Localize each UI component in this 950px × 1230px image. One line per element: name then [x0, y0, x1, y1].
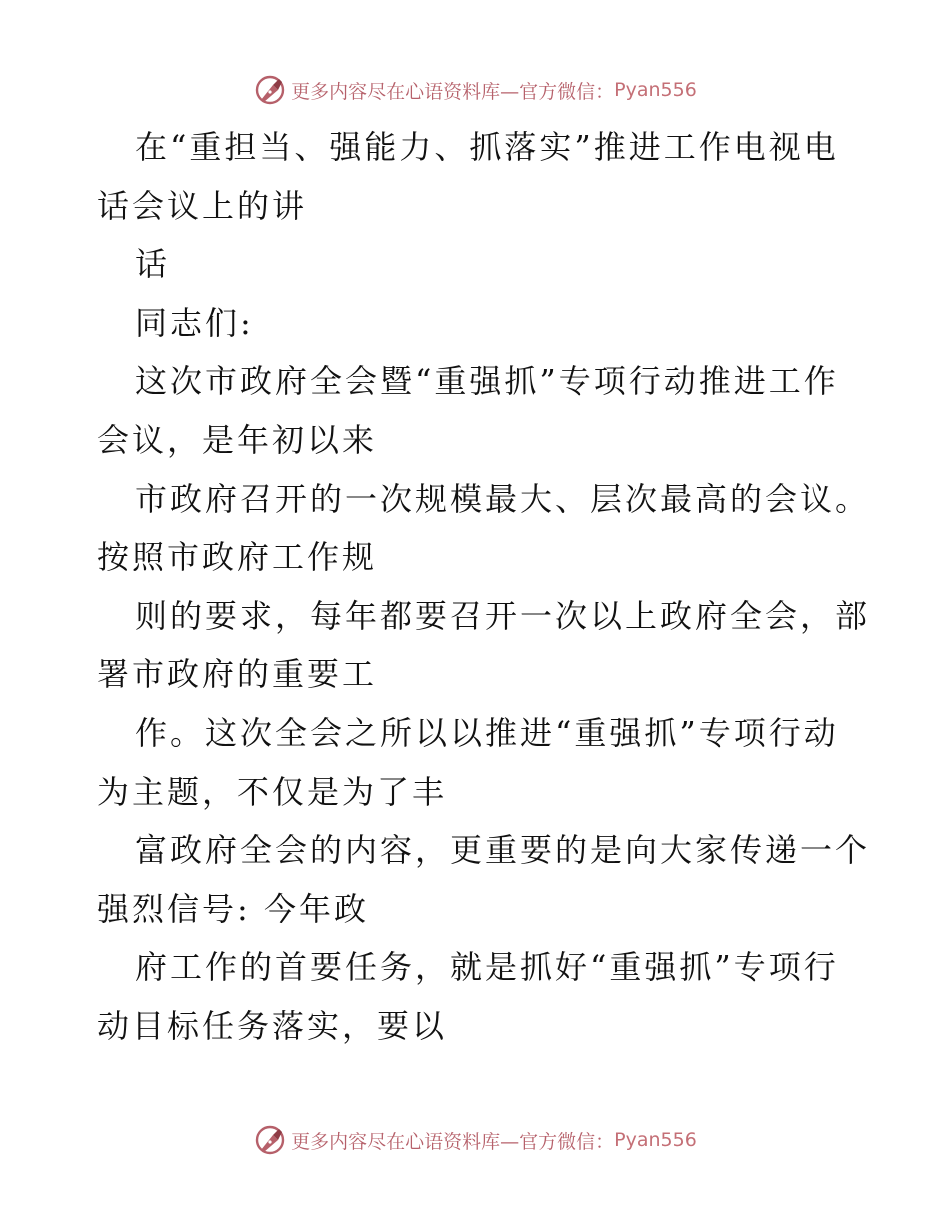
text-line: 为主题，不仅是为了丰 — [97, 772, 448, 811]
text-line: 市政府召开的一次规模最大、层次最高的会议。 — [135, 479, 871, 518]
watermark-handle: Pyan556 — [614, 79, 697, 101]
text-line: 话 — [135, 245, 171, 284]
pen-nib-circle-icon — [253, 73, 287, 107]
document-body — [0, 118, 950, 1056]
text-line: 这次市政府全会暨“重强抓”专项行动推进工作 — [135, 362, 839, 401]
watermark-text: 更多内容尽在心语资料库—官方微信： — [291, 80, 615, 103]
text-line: 作。这次全会之所以以推进“重强抓”专项行动 — [135, 713, 839, 752]
pen-nib-circle-icon — [253, 1123, 287, 1157]
header-watermark — [0, 70, 950, 110]
text-line: 在“重担当、强能力、抓落实”推进工作电视电 — [135, 128, 839, 166]
text-line: 则的要求，每年都要召开一次以上政府全会，部 — [135, 596, 871, 635]
text-line: 府工作的首要任务，就是抓好“重强抓”专项行 — [135, 948, 839, 987]
text-line: 话会议上的讲 — [97, 186, 308, 225]
text-line: 会议，是年初以来 — [97, 420, 378, 459]
text-line: 动目标任务落实，要以 — [97, 1006, 448, 1045]
watermark-text: 更多内容尽在心语资料库—官方微信： — [291, 1130, 615, 1153]
text-line: 按照市政府工作规 — [97, 538, 378, 577]
text-line: 强烈信号: 今年政 — [97, 889, 369, 928]
watermark-handle: Pyan556 — [614, 1129, 697, 1151]
text-line: 富政府全会的内容，更重要的是向大家传递一个 — [135, 831, 871, 870]
footer-watermark — [0, 1120, 950, 1160]
salutation: 同志们: — [135, 303, 254, 342]
text-line: 署市政府的重要工 — [97, 655, 378, 694]
